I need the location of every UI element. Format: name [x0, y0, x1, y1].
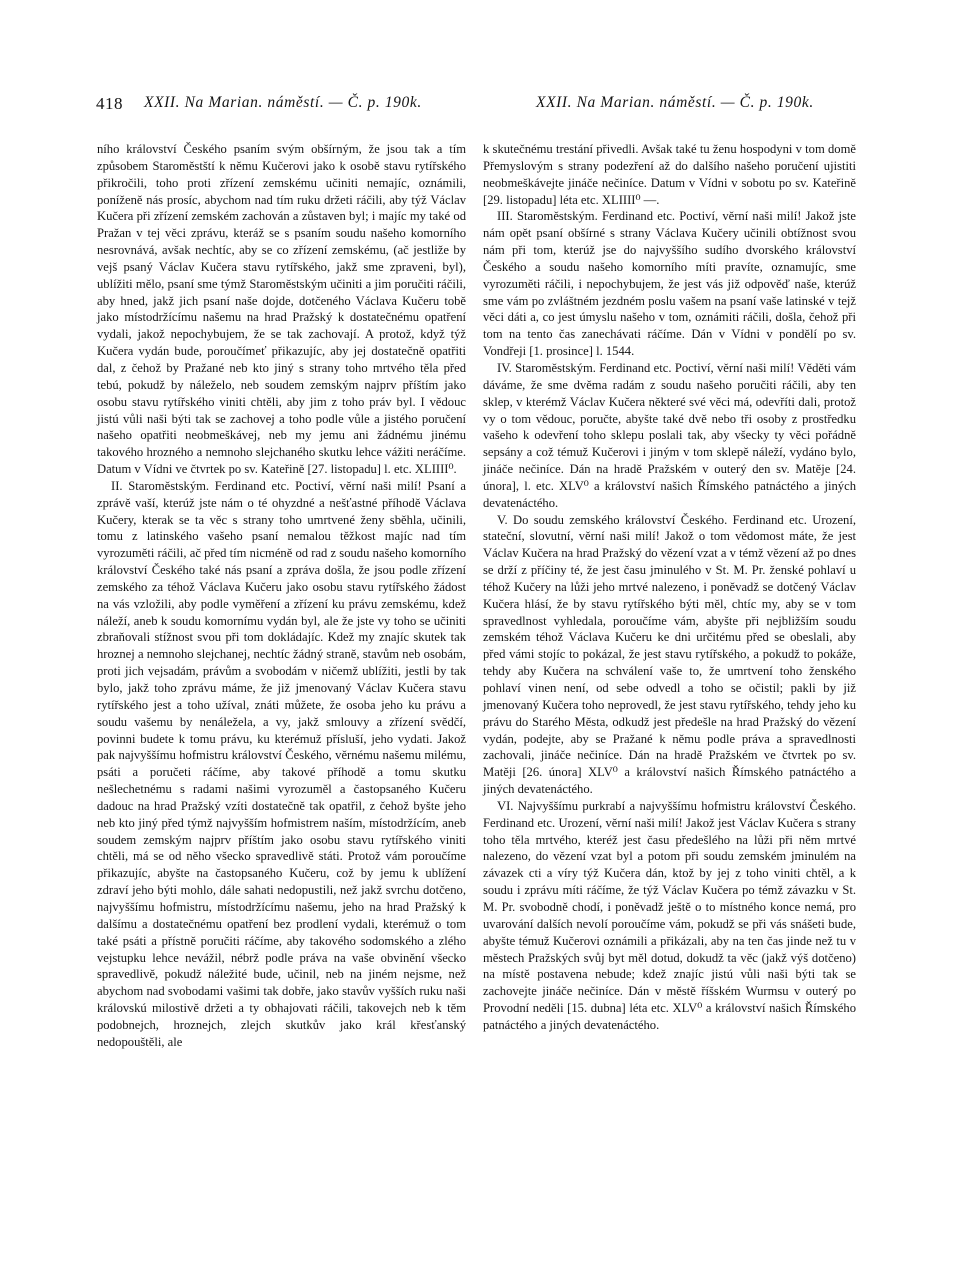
- section-iii: III. Staroměstským. Ferdinand etc. Poctiví, věrní naši milí! Jakož jste nám opět psaní obšírné s strany Václava Kučery učinili obtížnost svou nám při tom, kterúž jse do najvyššího sudího dvorského království Českého a soudu našeho komorního míti pravíte, oznamujíc, sme vyrozuměti ráčili, i nepochybujem, že jest vás již odpověď naše, kterúž sme vám po zvláštném jezdném poslu vašem na psaní vaše latinské v tejž věci dáti a, co jest úmyslu našeho v tom, oznámiti ráčili, došla, čehož při tom na tento čas zanechávati ráčíme. Dán v Vídni v pondělí po sv. Vondřeji [1. prosince] l. 1544.: [483, 209, 856, 359]
- right-column: [483, 141, 856, 1034]
- running-header: [96, 94, 856, 114]
- running-title-right: XXII. Na Marian. náměstí. — Č. p. 190k.: [536, 94, 814, 111]
- section-v: V. Do soudu zemského království Českého. Ferdinand etc. Urození, stateční, slovutní, věrní naši milí! Jakož o tom vědomost máte, že jest Václav Kučera na hrad Pražský do vězení vzat a v témž vězení až po dnes se drží z příčiny té, že jest času jminulého v St. M. Pr. ženské pohlaví u téhož Kučery na lůži jeho mrtvé nalezeno, i poněvadž se dotčený Václav Kučera hlásí, že by stavu rytířského býti měl, chtíc my, aby se v tom spravedlnost vyhledala, poroučíme vám, abyšte při nejbližším soudu zemském téhož Václava Kučeru ke dni určitému před se obeslali, aby před vámi stojíc to pokázal, že jest stavu rytířského, a pokudž to pokáže, tehdy aby Kučera na schválení vaše to, že umrtvení toho ženského pohlaví vinen není, od sebe odvedl a toho se očistil; pakli by již jmenovaný Kučera toho neprovedl, že jest stavu rytířského, tehdy jeho ku právu do Starého Města, odkudž jest předešle na hrad Pražský do vězení vydán, podejte, aby se Pražané k němu podle práva a spravedlnosti zachovali, jináče nečiníce. Dán na hradě Pražském ve čtvrtek po sv. Matěji [26. února] XLV⁰ a království našich Římského patnáctého a jiných devatenáctého.: [483, 512, 856, 797]
- section-iv: IV. Staroměstským. Ferdinand etc. Poctiví, věrní naši milí! Věděti vám dáváme, že sme dvěma radám z soudu našeho poručiti ráčili, aby ten sklep, v kterémž Václav Kučera některé své věci má, odevříti dali, protož vy o tom vědouc, poručte, abyšte také dvě nebo tři osoby z prostředku vašeho k odevření toho sklepu poslali tak, aby všecky ty věci pořádně sepsány a což témuž Kučerovi i jiným v tom sklepě náleží, vydáno bylo, jináče nečiníce. Dán na hradě Pražském v outerý den sv. Matěje [24. února], l. etc. XLV⁰ a království našich Římského patnáctého a jiných devatenáctého.: [483, 360, 856, 510]
- paragraph-continued-right: k skutečnému trestání přivedli. Avšak také tu ženu hospodyni v tom domě Přemyslovým s strany podezření až do dalšího našeho poručení ujistiti neobmeškávejte jináče nečiníce. Datum v Vídni v sobotu po sv. Kateřině [29. listopadu] léta etc. XLIIII⁰ —.: [483, 142, 856, 207]
- page-number: 418: [96, 94, 123, 113]
- section-ii: II. Staroměstským. Ferdinand etc. Poctiví, věrní naši milí! Psaní a zprávě vaší, kterúž jste nám o té ohyzdné a nešťastné příhodě Václava Kučery, kterak se ta věc s strany toho umrtvené ženy sběhla, učinili, tomu z latinského vašeho psaní nemalou těžkost majíc nad tím vyrozuměti ráčili, ač před tím nicméně od rad z soudu našeho komorního království Českého také nás psaní a zpráva došla, že jsou podle zřízení zemského za téhož Václava Kučeru jako osobu stavu rytířského žádost na vás vzložili, aby podle vyměření a zřízení ku právu zemskému, kdež náleží, aneb k soudu komornímu vydán byl, ale že jste vy toho se učiniti zbraňovali stížnost svou při tom dokládajíc. Kdež my znajíc skutek tak hroznej a nemnoho slejchanej, nechtíc žádný straně, stavům neb osobám, proti jich vejsadám, právům a svobodám v ničemž ublížiti, jestli by tak bylo, jakž toho zprávu máme, že již jmenovaný Václav Kučera stavu rytířského jest a toho užíval, znáti můžete, že osoba jeho ku právu a soudu vašemu by nenáležela, a vy, jakž smlouvy a zřízení svědčí, povinni budete k tomu právu, ku kterémuž přísluší, jeho vydati. Jakož pak najvyššímu hofmistru království Českého, věrnému našemu milému, psáti a poručeti ráčíme, aby takové příhodě a tomu skutku nešlechetnému s radami našimi vyrozuměl a častopsaného Kučeru dadouc na hrad Pražský vzíti dostatečně tak opatřil, z čehož byšte jeho neb kto jiný před týmž najvyšším hofmistrem naším, místodržícím, aneb soudem zemským najprv příštím jako osobu stavu rytířského viniti chtěli, má se od něho všecko spravedlivě státi. Protož vám poroučíme přikazujíc, abyšte na častopsaného Kučeru, což by jemu k ublížení zdraví jeho býti mohlo, dále sahati nedopustili, než jakž svrchu dotčeno, najvyššímu hofmistru, místodržícímu našemu, jeho na hrad Pražský k dalšímu a dostatečnému opatření bez prodlení vydali, kterémuž o tom také psáti a přístně poručiti ráčíme, aby takového sodomského a zlého vejstupku lehce nevážil, nébrž podle práva na vaše obvinění všecko spravedlivě, pokudž náležité bude, učinil, neb na jiném nejsme, než abychom nad svobodami vašimi tak dobře, jako stavův vyšších ruku naši královskú milostivě držeti a ty obhajovati ráčili, takovejch neb k těm podobnejch, hroznejch, zlejch skutkův jako král křesťanský nedopouštěli, ale: [97, 478, 466, 1049]
- section-vi: VI. Najvyššímu purkrabí a najvyššímu hofmistru království Českého. Ferdinand etc. Urození, věrní naši milí! Jakož jest Václav Kučera s strany toho těla mrtvého, kteréž jest času předešlého na lůži při něm mrtvé nalezeno, do vězení vzat byl a potom při soudu zemském jminulém na závazek cti a víry týž Kučera dán, ktož by jej z toho viniti chtěl, a k soudu i zprávu míti ráčíme, že týž Václav Kučera po témž závazku v St. M. Pr. svobodně chodí, i poněvadž ještě o to místného konce nemá, pro uvarování dalších nevolí poroučíme vám, pokudž se při vás snášeti bude, abyšte témuž Kučerovi oznámili a přikázali, aby na ten čas jinde než tu v městech Pražských svůj byt měl dotud, dokudž ta věc (jakž výš dotčeno) na místě postavena nebude; kdež znajíc jistú vůli naši býti tak se zachovejte jináče nečiníce. Dán v městě říšském Wurmsu v outerý po Provodní neděli [15. dubna] léta etc. XLV⁰ a království našich Římského patnáctého a jiných devatenáctého.: [483, 798, 856, 1032]
- paragraph-continued: ního království Českého psaním svým obšírným, že jsou tak a tím způsobem Staroměstští k němu Kučerovi jako k osobě stavu rytířského přikročili, toho proti zřízení zemskému učiniti nemajíc, oznámili, poníženě nás prosíc, abychom nad tím ruku držeti ráčili, aby týž Václav Kučera při zřízení zemském zachován a zůstaven byl; i majíc my také od Pražan v tej věci zprávu, kteráž se s psaním soudu našeho komorního nesrovnává, avšak nechtíc, aby se co zřízení zemskému, (ač jestliže by vejš psaný Václav Kučera stavu rytířského, jakž sme zpraveni, byl), ublížiti mělo, psaní sme týmž Staroměstským učiniti a jim poručiti ráčili, aby hned, jakž jich psaní naše dojde, dotčeného Václava Kučeru tobě jako místodržícímu našemu na hrad Pražský k dostatečnému opatření vydali, jakož nepochybujem, že se tak zachovají. A protož, když týž Kučera vydán bude, poroučímeť přikazujíc, aby jej dostatečně opatřiti dal, z čehož by Pražané neb kto jiný s strany toho mrtvého těla před tebú, pokudž by náleželo, neb soudem zemským najprv příštím jako osobu stavu rytířského viniti chtěli, aby jim z toho práv byl. I vědouc jistú vůli naši býti tak se zachovej a toho podle vůle a jistého poručení našeho opatřiti neobmeškávej, neb my jemu ani žádnému jinému takového hrozného a nemnoho slejchaného skutku lehce vážiti neráčíme. Datum v Vídni ve čtvrtek po sv. Kateřině [27. listopadu] l. etc. XLIIII⁰.: [97, 142, 466, 477]
- left-column: [97, 141, 466, 1051]
- running-title-left: XXII. Na Marian. náměstí. — Č. p. 190k.: [144, 94, 422, 111]
